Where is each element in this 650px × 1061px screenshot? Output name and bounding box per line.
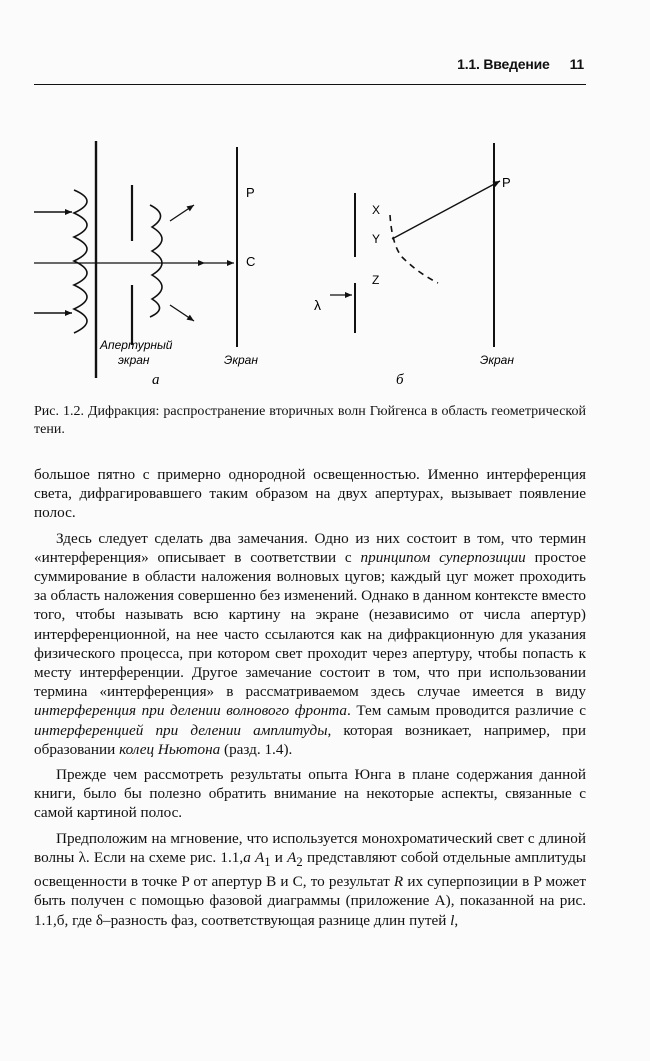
p4-text-1: Предположим на мгновение, что используется монохроматический свет с длиной волны λ. Если на схеме рис. 1.1, [34,829,586,866]
p4-emph-A2: A [287,848,297,866]
label-P-b: P [502,175,511,190]
p4-emph-A1: A [255,848,265,866]
p2-emph-wavefront: интерференция при делении волнового фронта [34,702,347,720]
p2-emph-superposition: принципом суперпозиции [360,548,526,566]
diffracted-ray-down [170,305,194,321]
panel-a-label: а [152,372,160,388]
paragraph-1: большое пятно с примерно однородной освещенностью. Именно интерференция света, дифрагировавшего таким образом на двух апертурах, вызывает появление полос. [34,466,586,522]
label-screen-b: Экран [480,353,514,367]
p2-text-3: . Тем самым проводится различие с [346,702,586,720]
p4-text-5: их суперпозиции в P может быть получен с помощью фазовой диаграммы (приложение A), показанной на рис. 1.1,б, где δ–разность фаз, соответствующая разнице длин путей [34,873,586,929]
paragraph-4 [34,829,586,930]
p4-text-4: представляют собой отдельные амплитуды освещенности в точке P от апертур B и C, то результат [34,848,587,891]
header-rule [34,84,586,85]
label-aperture-screen-1: Апертурный [100,338,173,352]
p2-text-4: , которая возникает, например, при образовании [34,721,586,758]
label-aperture-screen-2: экран [118,353,150,367]
label-screen-a: Экран [224,353,258,367]
label-P: P [246,185,255,200]
secondary-wavelets [150,205,162,317]
panel-b-label: б [396,372,404,388]
primary-wavefronts [74,190,87,333]
page-number: 11 [569,56,584,72]
p2-emph-newton: колец Ньютона [119,740,221,758]
label-Z: Z [372,273,380,287]
paragraph-3: Прежде чем рассмотреть результаты опыта Юнга в плане содержания данной книги, было бы полезно обратить внимание на некоторые аспекты, связанные с самой картиной полос. [34,766,586,822]
panel-a [34,141,258,388]
p4-emph-a: а [243,848,251,866]
p4-sub-1: 1 [264,854,271,869]
label-Y: Y [372,232,381,246]
running-head [457,56,584,72]
p4-text-6: , [454,911,459,929]
body-text [34,465,586,930]
label-lambda: λ [314,297,321,313]
ray-to-P [392,181,500,239]
diffracted-ray-up [170,205,194,221]
p4-emph-l: l [450,911,455,929]
p2-emph-amplitude: интерференцией при делении амплитуды [34,721,328,739]
p2-text-1: Здесь следует сделать два замечания. Одно из них состоит в том, что термин «интерференция» описывает в соответствии с [34,529,586,566]
dashed-wavefront [390,215,438,283]
figure-caption: Рис. 1.2. Дифракция: распространение вторичных волн Гюйгенса в область геометрической тени. [34,404,586,437]
p4-emph-R: R [393,873,404,891]
paragraph-2 [34,529,586,759]
label-C: C [246,254,256,269]
p2-text-5: (разд. 1.4). [220,740,293,758]
diffraction-figure [30,135,590,395]
section-title: 1.1. Введение [457,56,550,72]
p2-text-2: простое суммирование в области наложения волновых цугов; каждый цуг может проходить за область наложения совершенно без изменений. Однако в данном контексте вместо того, чтобы называть всю картину на экране (независимо от числа апертур) интерференционной, на нее часто ссылаются как на дифракционную для указания физического процесса, при котором свет проходит через апертуру, чтобы попасть к месту интерференции. Другое замечание состоит в том, что при использовании термина «интерференция» в рассматриваемом здесь случае имеется в виду [34,548,586,701]
p4-text-3: и [270,848,288,866]
p4-sub-2: 2 [296,854,303,869]
panel-b [314,143,514,388]
label-X: X [372,203,381,217]
